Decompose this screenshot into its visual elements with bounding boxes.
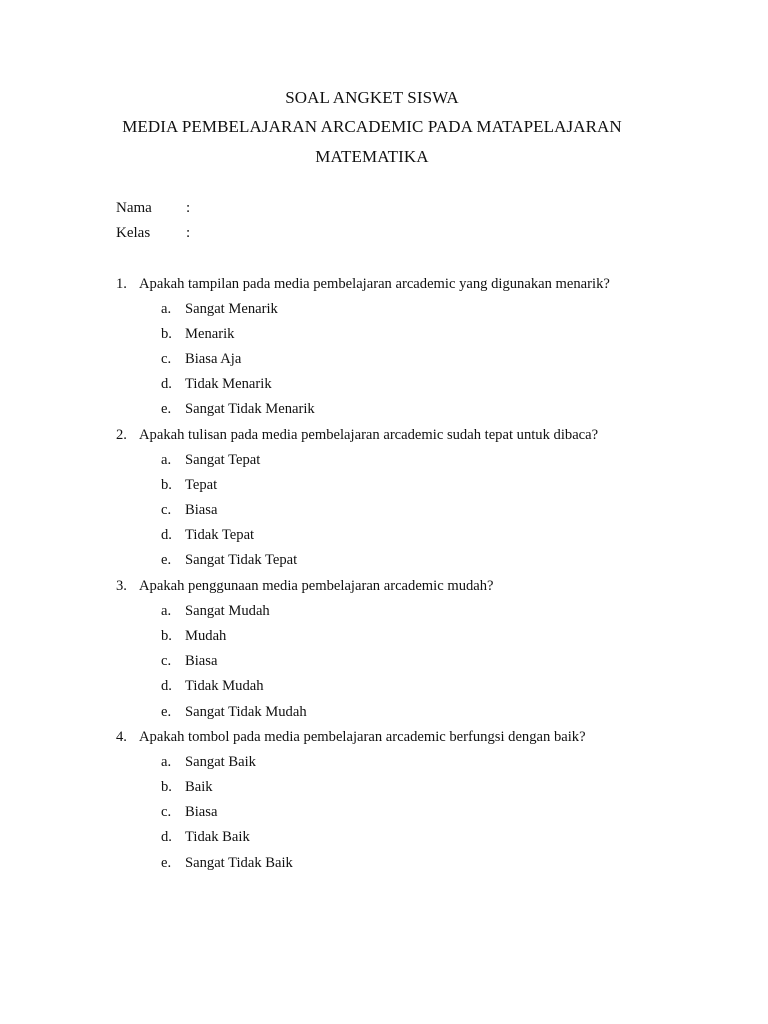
option-text: Tidak Mudah [185, 678, 264, 694]
option-letter: b. [161, 326, 172, 342]
question-4 [116, 729, 586, 746]
option-letter: a. [161, 452, 172, 468]
question-number: 3. [116, 578, 127, 594]
option-letter: c. [161, 653, 172, 669]
option-text: Biasa [185, 804, 218, 820]
question-text: Apakah penggunaan media pembelajaran arcademic mudah? [139, 578, 494, 594]
option-text: Sangat Tidak Baik [185, 855, 293, 871]
option-letter: b. [161, 628, 172, 644]
class-field [116, 225, 190, 242]
option-text: Sangat Mudah [185, 603, 270, 619]
name-field [116, 200, 190, 217]
answer-option [161, 653, 217, 670]
answer-option [161, 779, 213, 796]
answer-option [161, 301, 278, 318]
option-text: Mudah [185, 628, 227, 644]
answer-option [161, 502, 217, 519]
option-letter: b. [161, 779, 172, 795]
name-field-separator: : [186, 200, 191, 216]
option-text: Tidak Baik [185, 829, 250, 845]
option-text: Sangat Baik [185, 754, 256, 770]
answer-option [161, 376, 272, 393]
class-field-label: Kelas [116, 225, 151, 241]
option-text: Biasa [185, 502, 218, 518]
option-letter: e. [161, 401, 172, 417]
question-text: Apakah tombol pada media pembelajaran arcademic berfungsi dengan baik? [139, 729, 586, 745]
document-subtitle-continued: MATEMATIKA [315, 147, 429, 166]
question-text: Apakah tampilan pada media pembelajaran arcademic yang digunakan menarik? [139, 276, 610, 292]
question-number: 1. [116, 276, 127, 292]
question-number: 2. [116, 427, 127, 443]
option-text: Menarik [185, 326, 235, 342]
option-text: Baik [185, 779, 213, 795]
answer-option [161, 855, 293, 872]
answer-option [161, 829, 250, 846]
option-letter: e. [161, 704, 172, 720]
option-letter: a. [161, 301, 172, 317]
answer-option [161, 552, 297, 569]
answer-option [161, 804, 217, 821]
answer-option [161, 754, 256, 771]
answer-option [161, 452, 260, 469]
option-text: Sangat Tidak Tepat [185, 552, 298, 568]
option-letter: d. [161, 376, 172, 392]
option-text: Sangat Tidak Mudah [185, 704, 307, 720]
option-letter: c. [161, 351, 172, 367]
question-number: 4. [116, 729, 127, 745]
option-letter: d. [161, 829, 172, 845]
option-letter: a. [161, 603, 172, 619]
option-letter: c. [161, 502, 172, 518]
answer-option [161, 326, 234, 343]
question-3 [116, 578, 494, 595]
answer-option [161, 477, 217, 494]
question-text: Apakah tulisan pada media pembelajaran arcademic sudah tepat untuk dibaca? [139, 427, 599, 443]
answer-option [161, 678, 264, 695]
option-letter: b. [161, 477, 172, 493]
question-1 [116, 276, 610, 293]
option-text: Sangat Menarik [185, 301, 278, 317]
option-letter: d. [161, 527, 172, 543]
document-subtitle: MEDIA PEMBELAJARAN ARCADEMIC PADA MATAPELAJARAN [122, 117, 622, 136]
option-letter: e. [161, 855, 172, 871]
answer-option [161, 603, 270, 620]
option-letter: c. [161, 804, 172, 820]
option-text: Tidak Tepat [185, 527, 255, 543]
answer-option [161, 704, 307, 721]
option-text: Sangat Tidak Menarik [185, 401, 315, 417]
option-text: Sangat Tepat [185, 452, 261, 468]
option-text: Tidak Menarik [185, 376, 272, 392]
answer-option [161, 527, 254, 544]
question-2 [116, 427, 598, 444]
name-field-label: Nama [116, 200, 152, 216]
option-text: Biasa Aja [185, 351, 242, 367]
option-text: Tepat [185, 477, 218, 493]
document-title: SOAL ANGKET SISWA [285, 88, 459, 107]
option-text: Biasa [185, 653, 218, 669]
option-letter: e. [161, 552, 172, 568]
class-field-separator: : [186, 225, 191, 241]
answer-option [161, 401, 315, 418]
answer-option [161, 628, 226, 645]
option-letter: a. [161, 754, 172, 770]
option-letter: d. [161, 678, 172, 694]
answer-option [161, 351, 241, 368]
